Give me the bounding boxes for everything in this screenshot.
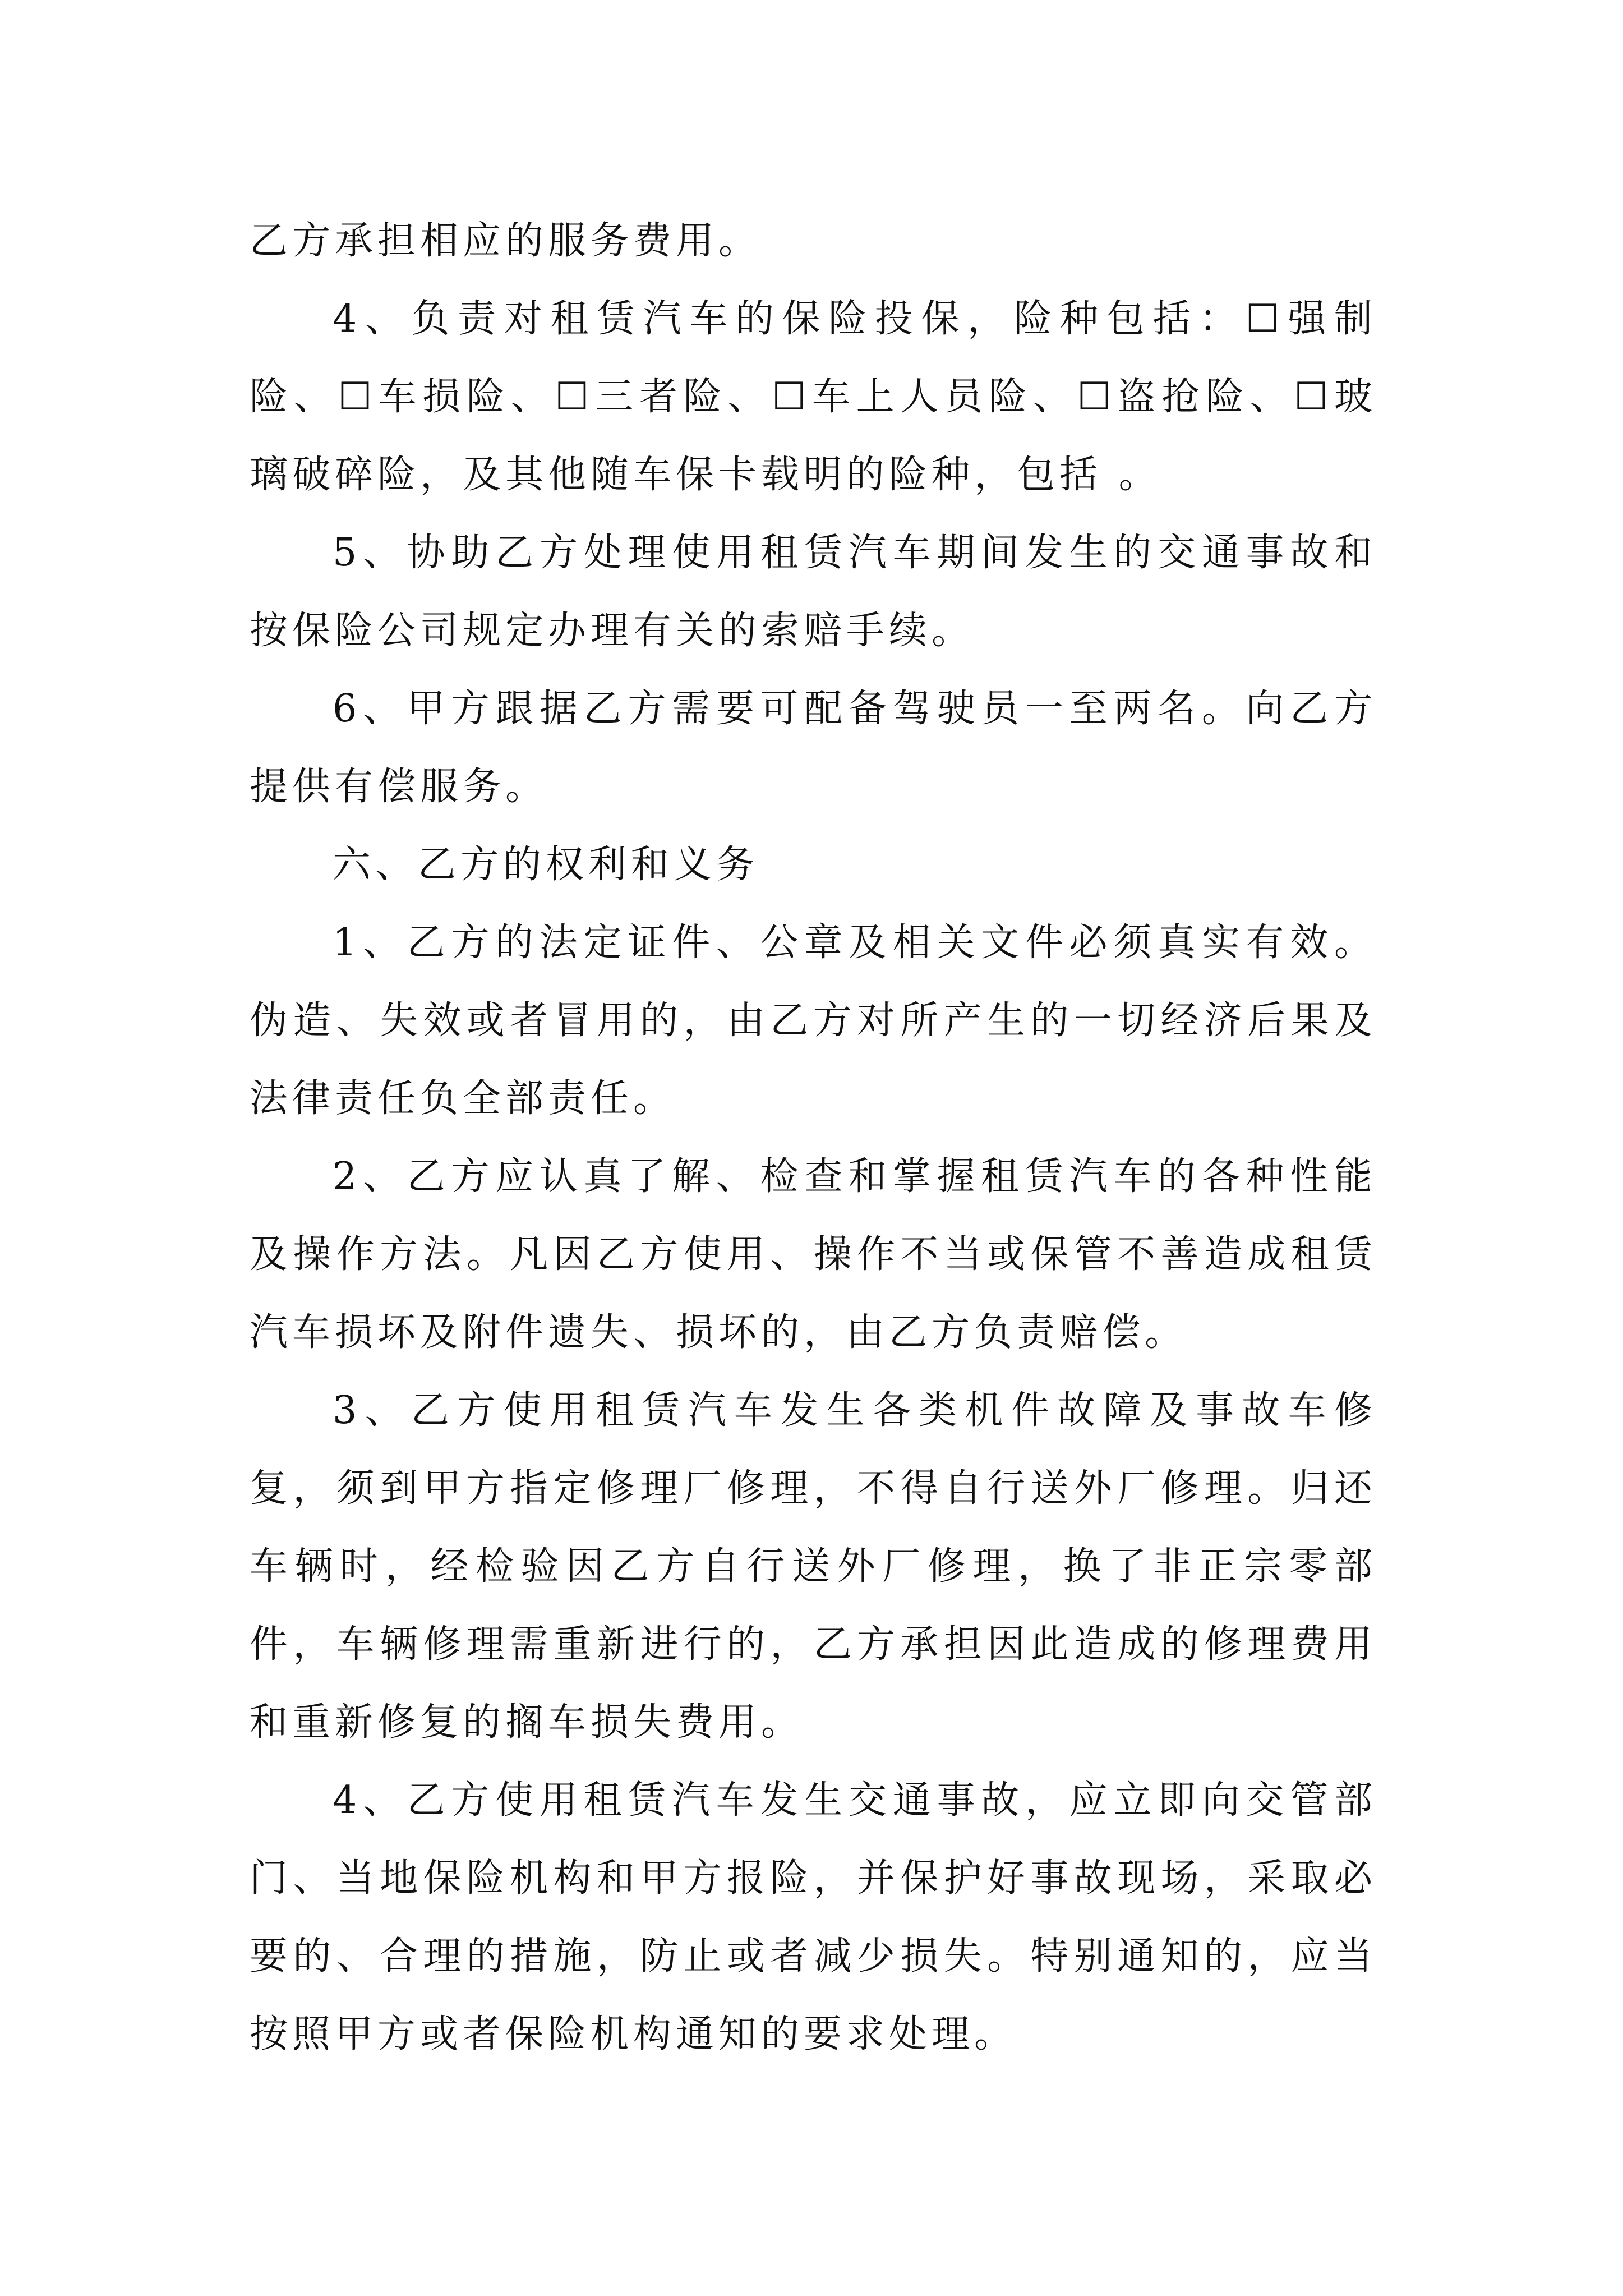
paragraph-6: 2、乙方应认真了解、检查和掌握租赁汽车的各种性能及操作方法。凡因乙方使用、操作不当或保管不善造成租赁汽车损坏及附件遗失、损坏的，由乙方负责赔偿。 <box>250 1154 1377 1355</box>
paragraph-3: 5、协助乙方处理使用租赁汽车期间发生的交通事故和按保险公司规定办理有关的索赔手续。 <box>250 531 1377 653</box>
paragraph-7: 3、乙方使用租赁汽车发生各类机件故障及事故车修复，须到甲方指定修理厂修理，不得自行送外厂修理。归还车辆时，经检验因乙方自行送外厂修理，换了非正宗零部件，车辆修理需重新进行的，乙方承担因此造成的修理费用和重新修复的搁车损失费用。 <box>250 1388 1377 1745</box>
paragraph-2: 4、负责对租赁汽车的保险投保，险种包括：☐强制险、☐车损险、☐三者险、☐车上人员险、☐盗抢险、☐玻璃破碎险，及其他随车保卡载明的险种，包括 。 <box>250 297 1377 497</box>
document-body <box>250 202 1377 2073</box>
paragraph-4: 6、甲方跟据乙方需要可配备驾驶员一至两名。向乙方提供有偿服务。 <box>250 687 1377 809</box>
paragraph-8: 4、乙方使用租赁汽车发生交通事故，应立即向交管部门、当地保险机构和甲方报险，并保护好事故现场，采取必要的、合理的措施，防止或者减少损失。特别通知的，应当按照甲方或者保险机构通知的要求处理。 <box>250 1778 1377 2056</box>
paragraph-1: 乙方承担相应的服务费用。 <box>250 219 762 263</box>
paragraph-5: 1、乙方的法定证件、公章及相关文件必须真实有效。伪造、失效或者冒用的，由乙方对所产生的一切经济后果及法律责任负全部责任。 <box>250 921 1377 1121</box>
section-heading: 六、乙方的权利和义务 <box>333 843 759 887</box>
